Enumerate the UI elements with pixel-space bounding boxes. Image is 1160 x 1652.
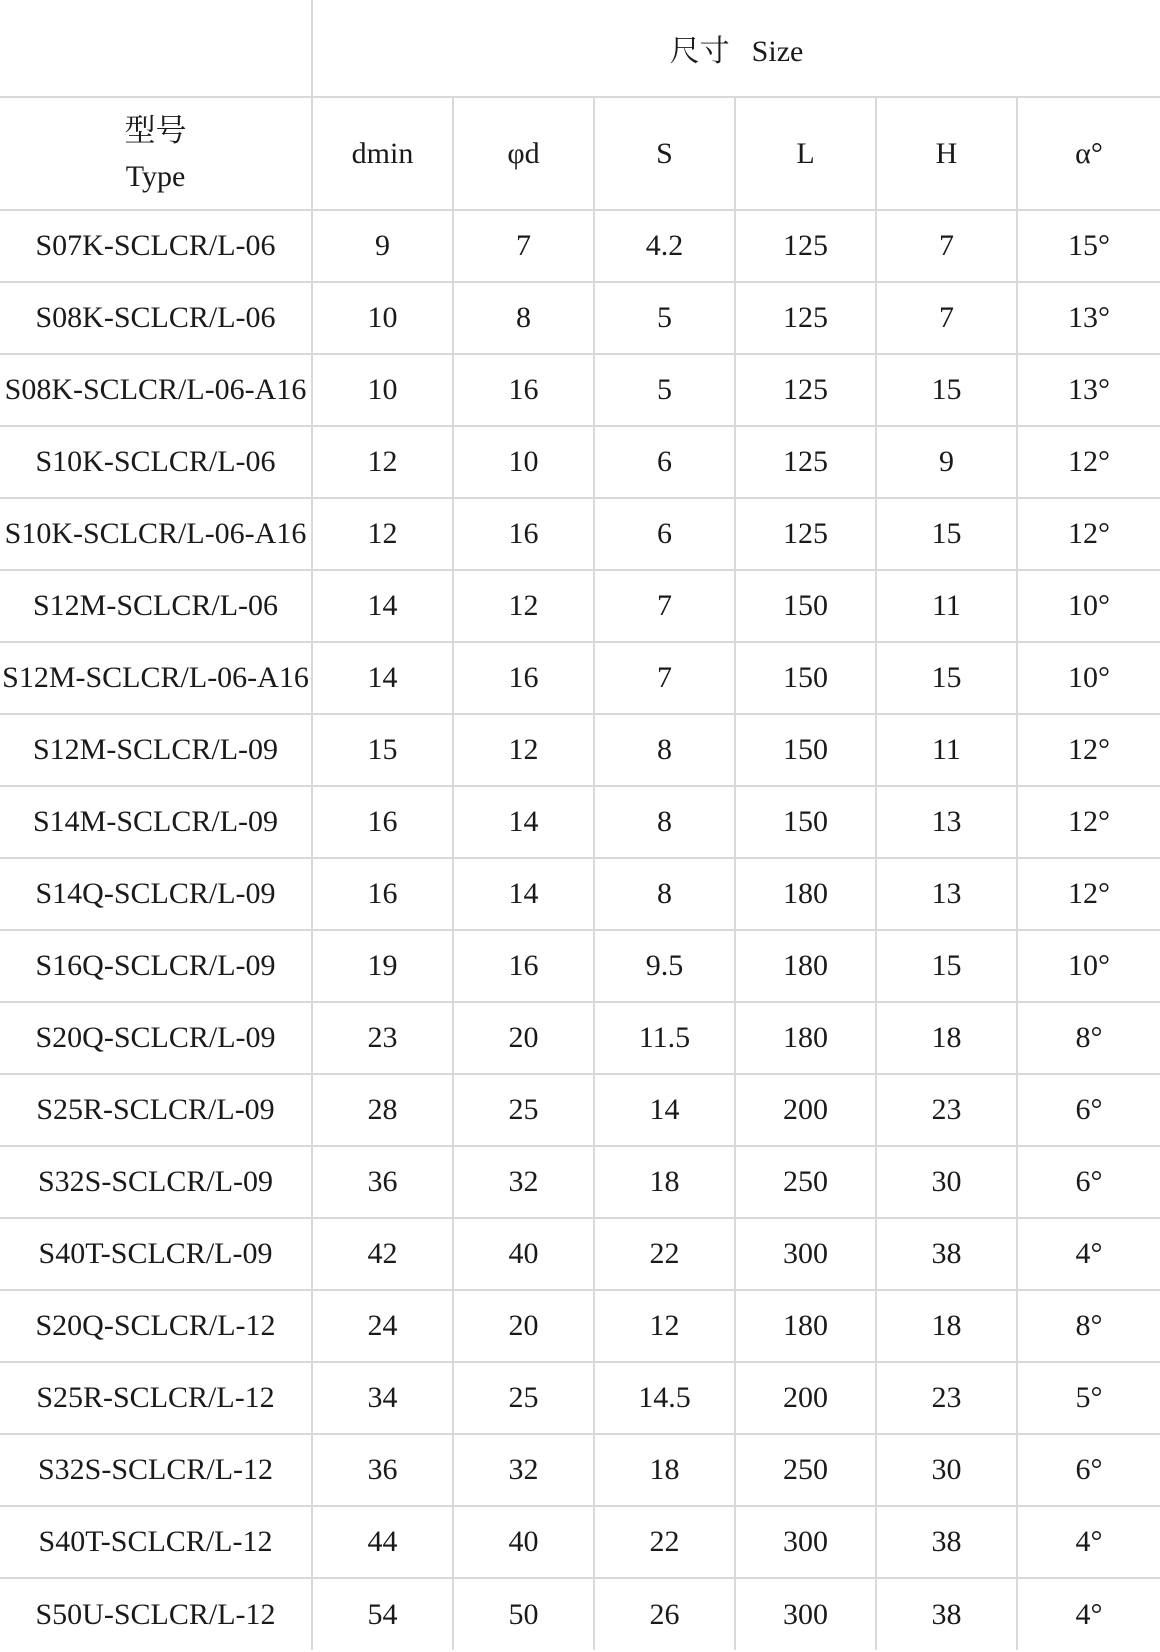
l-cell: 150 [735,642,876,714]
phi-d-cell: 50 [453,1578,594,1650]
column-header-s: S [594,97,735,210]
l-cell: 150 [735,786,876,858]
s-cell: 11.5 [594,1002,735,1074]
l-cell: 125 [735,426,876,498]
column-header-dmin: dmin [312,97,453,210]
type-cell: S25R-SCLCR/L-09 [0,1074,312,1146]
phi-d-cell: 32 [453,1146,594,1218]
l-cell: 300 [735,1578,876,1650]
phi-d-cell: 10 [453,426,594,498]
s-cell: 5 [594,282,735,354]
phi-d-cell: 25 [453,1362,594,1434]
phi-d-cell: 7 [453,210,594,282]
s-cell: 5 [594,354,735,426]
h-cell: 15 [876,930,1017,1002]
type-cell: S12M-SCLCR/L-09 [0,714,312,786]
type-cell: S16Q-SCLCR/L-09 [0,930,312,1002]
phi-d-cell: 12 [453,570,594,642]
l-cell: 125 [735,498,876,570]
l-cell: 180 [735,1002,876,1074]
dmin-cell: 12 [312,498,453,570]
alpha-cell: 12° [1017,786,1160,858]
phi-d-cell: 40 [453,1218,594,1290]
phi-d-cell: 16 [453,354,594,426]
alpha-cell: 6° [1017,1434,1160,1506]
phi-d-cell: 16 [453,930,594,1002]
h-cell: 23 [876,1362,1017,1434]
h-cell: 15 [876,498,1017,570]
l-cell: 200 [735,1074,876,1146]
type-cell: S50U-SCLCR/L-12 [0,1578,312,1650]
phi-d-cell: 14 [453,786,594,858]
l-cell: 180 [735,858,876,930]
alpha-cell: 8° [1017,1290,1160,1362]
dmin-cell: 36 [312,1434,453,1506]
alpha-cell: 4° [1017,1218,1160,1290]
type-cell: S32S-SCLCR/L-09 [0,1146,312,1218]
table-row [0,786,1160,858]
type-cell: S12M-SCLCR/L-06-A16 [0,642,312,714]
alpha-cell: 6° [1017,1074,1160,1146]
type-cell: S20Q-SCLCR/L-12 [0,1290,312,1362]
l-cell: 125 [735,354,876,426]
h-cell: 38 [876,1218,1017,1290]
l-cell: 200 [735,1362,876,1434]
phi-d-cell: 20 [453,1002,594,1074]
s-cell: 26 [594,1578,735,1650]
alpha-cell: 12° [1017,426,1160,498]
h-cell: 18 [876,1290,1017,1362]
h-cell: 13 [876,858,1017,930]
dmin-cell: 23 [312,1002,453,1074]
dmin-cell: 12 [312,426,453,498]
alpha-cell: 4° [1017,1506,1160,1578]
h-cell: 38 [876,1578,1017,1650]
l-cell: 150 [735,714,876,786]
alpha-cell: 15° [1017,210,1160,282]
l-cell: 250 [735,1146,876,1218]
l-cell: 300 [735,1218,876,1290]
table-row [0,1074,1160,1146]
s-cell: 22 [594,1218,735,1290]
table-row [0,282,1160,354]
alpha-cell: 10° [1017,930,1160,1002]
alpha-cell: 4° [1017,1578,1160,1650]
s-cell: 4.2 [594,210,735,282]
s-cell: 22 [594,1506,735,1578]
type-cell: S40T-SCLCR/L-12 [0,1506,312,1578]
type-column-header [0,97,312,210]
phi-d-cell: 12 [453,714,594,786]
dmin-cell: 42 [312,1218,453,1290]
s-cell: 9.5 [594,930,735,1002]
phi-d-cell: 8 [453,282,594,354]
h-cell: 11 [876,570,1017,642]
h-cell: 18 [876,1002,1017,1074]
type-cell: S20Q-SCLCR/L-09 [0,1002,312,1074]
dmin-cell: 24 [312,1290,453,1362]
table-row [0,1290,1160,1362]
h-cell: 38 [876,1506,1017,1578]
table-row [0,498,1160,570]
dmin-cell: 36 [312,1146,453,1218]
dmin-cell: 9 [312,210,453,282]
type-cell: S12M-SCLCR/L-06 [0,570,312,642]
l-cell: 125 [735,282,876,354]
phi-d-cell: 40 [453,1506,594,1578]
alpha-cell: 5° [1017,1362,1160,1434]
l-cell: 250 [735,1434,876,1506]
table-row [0,1506,1160,1578]
dmin-cell: 28 [312,1074,453,1146]
h-cell: 11 [876,714,1017,786]
h-cell: 7 [876,210,1017,282]
table-row [0,1002,1160,1074]
dmin-cell: 34 [312,1362,453,1434]
h-cell: 15 [876,354,1017,426]
l-cell: 180 [735,1290,876,1362]
h-cell: 30 [876,1434,1017,1506]
s-cell: 8 [594,714,735,786]
phi-d-cell: 16 [453,498,594,570]
type-header-zh: 型号 [124,112,187,149]
dmin-cell: 19 [312,930,453,1002]
table-row [0,714,1160,786]
table-row [0,1362,1160,1434]
header-corner-cell [0,0,312,97]
dmin-cell: 14 [312,570,453,642]
s-cell: 18 [594,1146,735,1218]
header-row-size [0,0,1160,97]
table-row [0,426,1160,498]
table-row [0,1146,1160,1218]
alpha-cell: 12° [1017,498,1160,570]
dmin-cell: 44 [312,1506,453,1578]
h-cell: 30 [876,1146,1017,1218]
size-group-header [312,0,1160,97]
phi-d-cell: 14 [453,858,594,930]
type-header-en: Type [125,159,186,193]
type-cell: S14Q-SCLCR/L-09 [0,858,312,930]
alpha-cell: 10° [1017,570,1160,642]
h-cell: 15 [876,642,1017,714]
table-row [0,930,1160,1002]
phi-d-cell: 20 [453,1290,594,1362]
dmin-cell: 54 [312,1578,453,1650]
phi-d-cell: 25 [453,1074,594,1146]
type-cell: S25R-SCLCR/L-12 [0,1362,312,1434]
s-cell: 14.5 [594,1362,735,1434]
l-cell: 300 [735,1506,876,1578]
alpha-cell: 13° [1017,354,1160,426]
type-cell: S08K-SCLCR/L-06-A16 [0,354,312,426]
dmin-cell: 10 [312,354,453,426]
size-header-zh: 尺寸 [669,34,730,69]
type-cell: S08K-SCLCR/L-06 [0,282,312,354]
type-cell: S10K-SCLCR/L-06 [0,426,312,498]
column-header-l: L [735,97,876,210]
alpha-cell: 12° [1017,714,1160,786]
alpha-cell: 6° [1017,1146,1160,1218]
l-cell: 180 [735,930,876,1002]
alpha-cell: 10° [1017,642,1160,714]
s-cell: 18 [594,1434,735,1506]
column-header-alpha: α° [1017,97,1160,210]
h-cell: 9 [876,426,1017,498]
l-cell: 125 [735,210,876,282]
table-row [0,354,1160,426]
s-cell: 6 [594,498,735,570]
dmin-cell: 14 [312,642,453,714]
table-row [0,858,1160,930]
s-cell: 12 [594,1290,735,1362]
s-cell: 7 [594,570,735,642]
type-cell: S40T-SCLCR/L-09 [0,1218,312,1290]
l-cell: 150 [735,570,876,642]
table-row [0,1218,1160,1290]
s-cell: 7 [594,642,735,714]
alpha-cell: 13° [1017,282,1160,354]
h-cell: 23 [876,1074,1017,1146]
dmin-cell: 10 [312,282,453,354]
column-header-phi-d: φd [453,97,594,210]
s-cell: 6 [594,426,735,498]
column-header-h: H [876,97,1017,210]
table-row [0,642,1160,714]
table-row [0,1578,1160,1650]
type-cell: S10K-SCLCR/L-06-A16 [0,498,312,570]
size-header-en: Size [751,35,804,68]
type-cell: S07K-SCLCR/L-06 [0,210,312,282]
type-cell: S32S-SCLCR/L-12 [0,1434,312,1506]
alpha-cell: 12° [1017,858,1160,930]
dmin-cell: 16 [312,858,453,930]
h-cell: 13 [876,786,1017,858]
dmin-cell: 15 [312,714,453,786]
header-row-columns [0,97,1160,210]
type-cell: S14M-SCLCR/L-09 [0,786,312,858]
table-row [0,570,1160,642]
alpha-cell: 8° [1017,1002,1160,1074]
s-cell: 8 [594,858,735,930]
h-cell: 7 [876,282,1017,354]
phi-d-cell: 16 [453,642,594,714]
table-row [0,210,1160,282]
table-row [0,1434,1160,1506]
phi-d-cell: 32 [453,1434,594,1506]
s-cell: 8 [594,786,735,858]
dmin-cell: 16 [312,786,453,858]
s-cell: 14 [594,1074,735,1146]
